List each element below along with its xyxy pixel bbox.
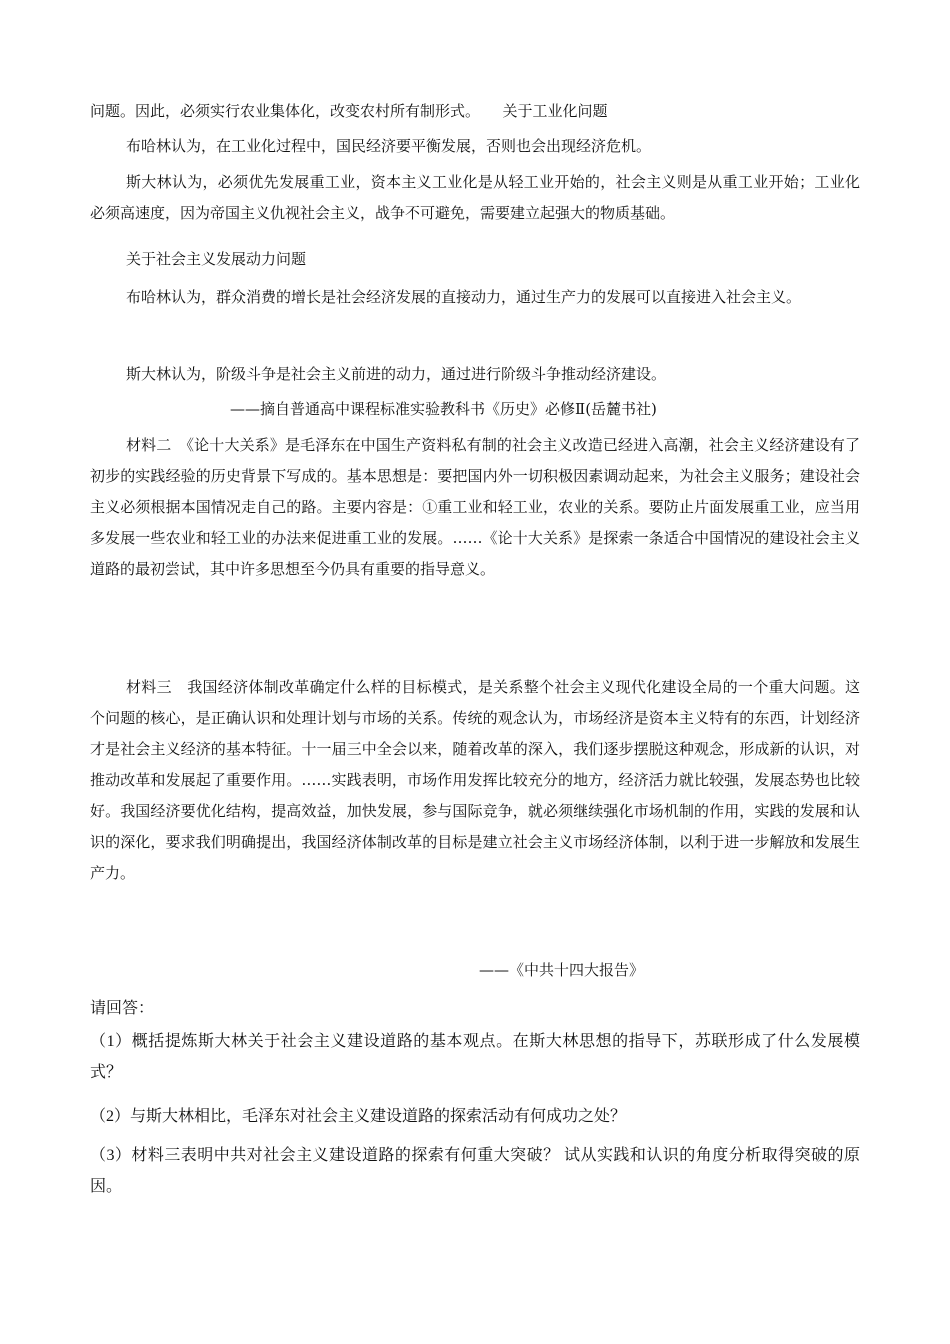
paragraph-material-three: 材料三 我国经济体制改革确定什么样的目标模式，是关系整个社会主义现代化建设全局的一个重大问题。这个问题的核心，是正确认识和处理计划与市场的关系。传统的观念认为，市场经济是资本主义特有的东西，计划经济才是社会主义经济的基本特征。十一届三中全会以来，随着改革的深入，我们逐步摆脱这种观念，形成新的认识，对推动改革和发展起了重要作用。……实践表明，市场作用发挥比较充分的地方，经济活力就比较强，发展态势也比较好。我国经济要优化结构，提高效益，加快发展，参与国际竞争，就必须继续强化市场机制的作用，实践的发展和认识的深化，要求我们明确提出，我国经济体制改革的目标是建立社会主义市场经济体制，以利于进一步解放和发展生产力。 [90, 678, 860, 882]
question-1: （1）概括提炼斯大林关于社会主义建设道路的基本观点。在斯大林思想的指导下，苏联形成了什么发展模式？ [90, 1033, 860, 1081]
paragraph-agriculture-collectivization: 问题。因此，必须实行农业集体化，改变农村所有制形式。 关于工业化问题 [90, 102, 608, 120]
source-citation-report: ——《中共十四大报告》 [479, 961, 645, 979]
questions-prompt: 请回答： [90, 1000, 155, 1017]
question-3: （3）材料三表明中共对社会主义建设道路的探索有何重大突破？ 试从实践和认识的角度分析取得突破的原因。 [90, 1147, 860, 1195]
question-2: （2）与斯大林相比，毛泽东对社会主义建设道路的探索活动有何成功之处？ [90, 1108, 627, 1125]
heading-development-motive: 关于社会主义发展动力问题 [126, 250, 307, 268]
paragraph-material-two: 材料二 《论十大关系》是毛泽东在中国生产资料私有制的社会主义改造已经进入高潮，社会主义经济建设有了初步的实践经验的历史背景下写成的。基本思想是：要把国内外一切积极因素调动起来，为社会主义服务；建设社会主义必须根据本国情况走自己的路。主要内容是：①重工业和轻工业，农业的关系。要防止片面发展重工业，应当用多发展一些农业和轻工业的办法来促进重工业的发展。……《论十大关系》是探索一条适合中国情况的建设社会主义道路的最初尝试，其中许多思想至今仍具有重要的指导意义。 [90, 436, 860, 578]
paragraph-stalin-motive: 斯大林认为，阶级斗争是社会主义前进的动力，通过进行阶级斗争推动经济建设。 [126, 365, 667, 383]
paragraph-stalin-industrialization: 斯大林认为，必须优先发展重工业，资本主义工业化是从轻工业开始的，社会主义则是从重工业开始；工业化必须高速度，因为帝国主义仇视社会主义，战争不可避免，需要建立起强大的物质基础。 [90, 173, 860, 222]
paragraph-bukharin-industrialization: 布哈林认为，在工业化过程中，国民经济要平衡发展，否则也会出现经济危机。 [126, 137, 652, 155]
source-citation-textbook: ——摘自普通高中课程标准实验教科书《历史》必修Ⅱ(岳麓书社) [230, 400, 657, 418]
paragraph-bukharin-motive: 布哈林认为，群众消费的增长是社会经济发展的直接动力，通过生产力的发展可以直接进入社会主义。 [126, 288, 802, 306]
